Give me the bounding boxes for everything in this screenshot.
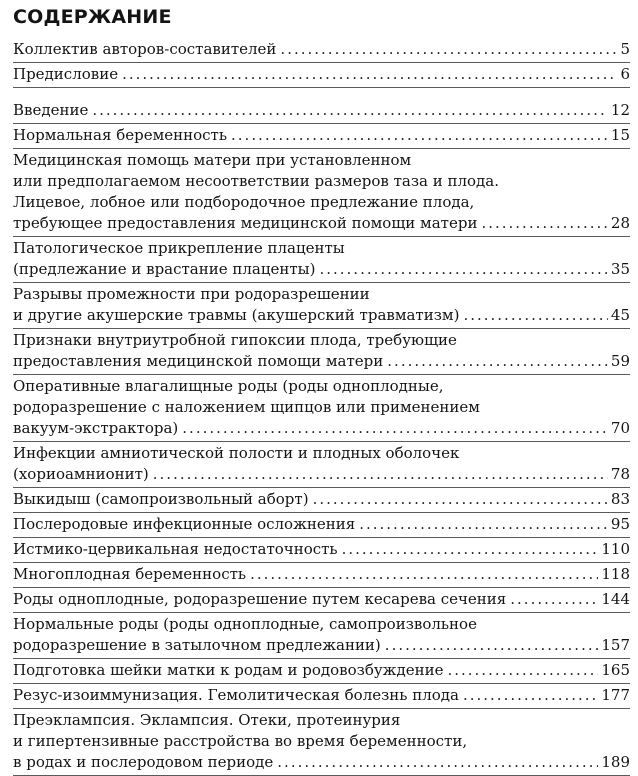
toc-entry: [13, 659, 630, 684]
toc-entry: [13, 237, 630, 283]
page-number: 83: [610, 490, 630, 508]
toc-entry-title-line: Многоплодная беременность: [13, 565, 247, 583]
page-number: 165: [601, 661, 630, 679]
page-number: 28: [610, 214, 630, 232]
toc-entry-last-line: [13, 64, 630, 85]
page-number: 35: [610, 260, 630, 278]
toc-entry-last-line: [13, 564, 630, 585]
toc-entry-last-line: [13, 539, 630, 560]
toc-entry-title-line: Преэклампсия. Эклампсия. Отеки, протеинурия: [13, 711, 401, 729]
toc-entry: [13, 149, 630, 237]
page-number: 45: [610, 306, 630, 324]
dot-leader: [387, 351, 608, 372]
toc-entry-title-line: в родах и послеродовом периоде: [13, 753, 274, 771]
dot-leader: [231, 125, 608, 146]
page-title: СОДЕРЖАНИЕ: [13, 6, 172, 28]
toc-entry-title-line: Нормальные роды (роды одноплодные, самопроизвольное: [13, 615, 477, 633]
toc-entry-title-line: Истмико-цервикальная недостаточность: [13, 540, 338, 558]
toc-entry: [13, 38, 630, 63]
page-number: 118: [601, 565, 630, 583]
dot-leader: [463, 685, 598, 706]
toc-entry-title-line: Выкидыш (самопроизвольный аборт): [13, 490, 309, 508]
dot-leader: [277, 752, 598, 773]
toc-entry-title-line: Нормальная беременность: [13, 126, 228, 144]
toc-entry-title-line: предоставления медицинской помощи матери: [13, 352, 384, 370]
toc-entry-title-line: Предисловие: [13, 65, 119, 83]
toc-entry-last-line: [13, 100, 630, 121]
page-number: 59: [610, 352, 630, 370]
toc-entry: [13, 488, 630, 513]
dot-leader: [463, 305, 607, 326]
toc-list: [13, 38, 630, 776]
toc-entry-last-line: [13, 752, 630, 773]
dot-leader: [359, 514, 608, 535]
dot-leader: [319, 259, 607, 280]
toc-entry-title-line: родоразрешение с наложением щипцов или применением: [13, 398, 480, 416]
toc-entry-title-line: вакуум-экстрактора): [13, 419, 179, 437]
page-number: 144: [601, 590, 630, 608]
toc-entry: [13, 63, 630, 88]
toc-entry-title-line: и гипертензивные расстройства во время беременности,: [13, 732, 468, 750]
toc-entry-title-line: и другие акушерские травмы (акушерский травматизм): [13, 306, 460, 324]
toc-entry-title-line: Лицевое, лобное или подбородочное предлежание плода,: [13, 193, 475, 211]
dot-leader: [481, 213, 607, 234]
toc-entry-last-line: [13, 418, 630, 439]
page-number: 12: [610, 101, 630, 119]
toc-entry-title-line: требующее предоставления медицинской помощи матери: [13, 214, 478, 232]
toc-entry: [13, 513, 630, 538]
toc-entry-title-line: Признаки внутриутробной гипоксии плода, требующие: [13, 331, 457, 349]
toc-entry-last-line: [13, 351, 630, 372]
toc-entry: [13, 588, 630, 613]
toc-entry: [13, 124, 630, 149]
page-number: 15: [610, 126, 630, 144]
toc-entry: [13, 99, 630, 124]
dot-leader: [447, 660, 598, 681]
toc-entry: [13, 563, 630, 588]
toc-entry-last-line: [13, 259, 630, 280]
toc-entry-title-line: Послеродовые инфекционные осложнения: [13, 515, 356, 533]
toc-entry: [13, 538, 630, 563]
dot-leader: [510, 589, 598, 610]
toc-entry-title-line: Патологическое прикрепление плаценты: [13, 239, 345, 257]
page-number: 189: [601, 753, 630, 771]
toc-entry-last-line: [13, 464, 630, 485]
toc-entry-title-line: Инфекции амниотической полости и плодных оболочек: [13, 444, 460, 462]
dot-leader: [92, 100, 608, 121]
page-number: 6: [620, 65, 630, 83]
dot-leader: [280, 39, 617, 60]
toc-entry-title-line: Резус-изоиммунизация. Гемолитическая болезнь плода: [13, 686, 459, 704]
toc-entry: [13, 442, 630, 488]
toc-entry-last-line: [13, 489, 630, 510]
toc-entry-title-line: или предполагаемом несоответствии размеров таза и плода.: [13, 172, 499, 190]
toc-entry-title-line: (хориоамнионит): [13, 465, 149, 483]
toc-entry-last-line: [13, 213, 630, 234]
page-number: 70: [610, 419, 630, 437]
toc-entry-last-line: [13, 39, 630, 60]
toc-entry-last-line: [13, 514, 630, 535]
page-number: 110: [601, 540, 630, 558]
dot-leader: [313, 489, 608, 510]
page-number: 95: [610, 515, 630, 533]
toc-entry-title-line: родоразрешение в затылочном предлежании): [13, 636, 381, 654]
toc-entry-last-line: [13, 685, 630, 706]
dot-leader: [250, 564, 598, 585]
toc-entry: [13, 709, 630, 776]
page-number: 5: [620, 40, 630, 58]
toc-entry-title-line: Разрывы промежности при родоразрешении: [13, 285, 370, 303]
page-number: 157: [601, 636, 630, 654]
toc-entry-last-line: [13, 660, 630, 681]
toc-entry-title-line: Медицинская помощь матери при установленном: [13, 151, 412, 169]
dot-leader: [342, 539, 599, 560]
page-number: 78: [610, 465, 630, 483]
dot-leader: [385, 635, 599, 656]
toc-entry: [13, 329, 630, 375]
toc-entry-last-line: [13, 125, 630, 146]
toc-entry-title-line: Подготовка шейки матки к родам и родовозбуждение: [13, 661, 444, 679]
dot-leader: [153, 464, 608, 485]
toc-entry-last-line: [13, 305, 630, 326]
toc-entry: [13, 684, 630, 709]
toc-entry: [13, 613, 630, 659]
toc-entry: [13, 375, 630, 442]
dot-leader: [122, 64, 617, 85]
toc-entry-title-line: Роды одноплодные, родоразрешение путем кесарева сечения: [13, 590, 507, 608]
toc-entry: [13, 283, 630, 329]
toc-entry-last-line: [13, 635, 630, 656]
toc-entry-title-line: (предлежание и врастание плаценты): [13, 260, 316, 278]
toc-entry-title-line: Оперативные влагалищные роды (роды одноплодные,: [13, 377, 444, 395]
toc-entry-title-line: Коллектив авторов-составителей: [13, 40, 277, 58]
dot-leader: [182, 418, 608, 439]
toc-entry-last-line: [13, 589, 630, 610]
page-number: 177: [601, 686, 630, 704]
toc-entry-title-line: Введение: [13, 101, 89, 119]
